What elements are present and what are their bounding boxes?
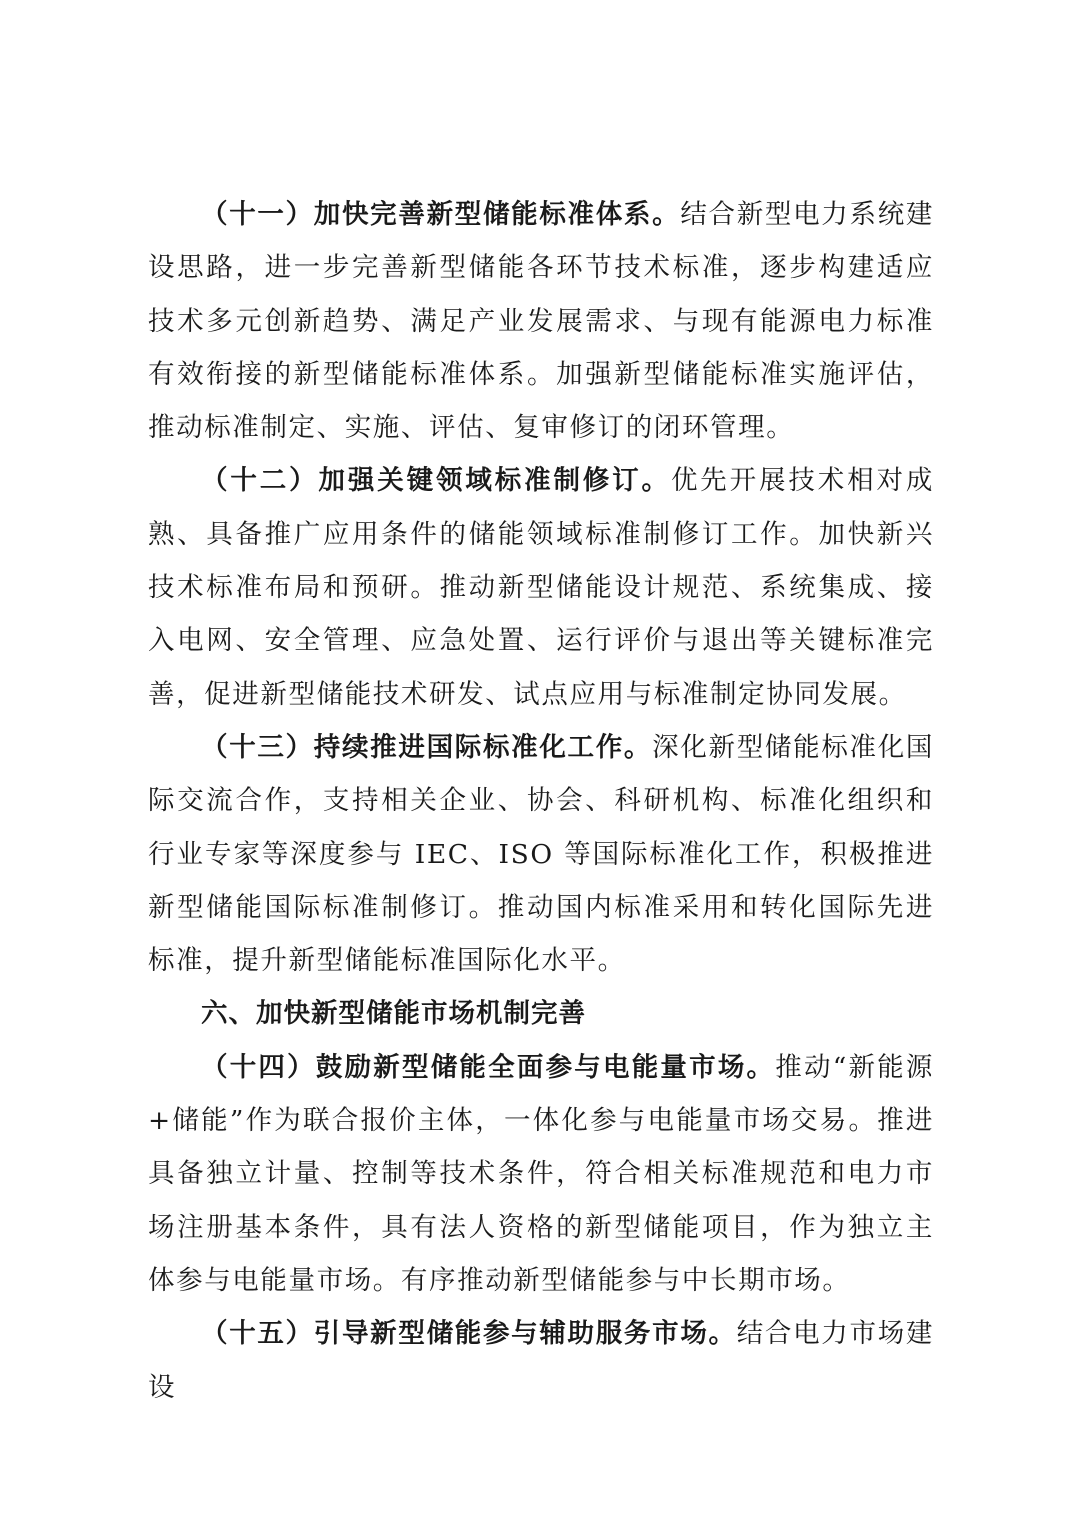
paragraph-body: 深化新型储能标准化国际交流合作，支持相关企业、协会、科研机构、标准化组织和行业专家等深度参与 IEC、ISO 等国际标准化工作，积极推进新型储能国际标准制修订。推动国内标准采用和转化国际先进标准，提升新型储能标准国际化水平。 xyxy=(148,731,935,977)
paragraph-13 xyxy=(148,721,934,987)
paragraph-body: 推动“新能源+储能”作为联合报价主体，一体化参与电能量市场交易。推进具备独立计量、控制等技术条件，符合相关标准规范和电力市场注册基本条件，具有法人资格的新型储能项目，作为独立主体参与电能量市场。有序推动新型储能参与中长期市场。 xyxy=(148,1051,934,1296)
paragraph-15 xyxy=(148,1307,934,1414)
paragraph-lead: （十二）加强关键领域标准制修订。 xyxy=(201,465,671,497)
paragraph-12 xyxy=(148,454,934,720)
paragraph-lead: （十一）加快完善新型储能标准体系。 xyxy=(201,199,681,230)
document-page xyxy=(148,188,934,1414)
paragraph-body: 结合新型电力系统建设思路，进一步完善新型储能各环节技术标准，逐步构建适应技术多元创新趋势、满足产业发展需求、与现有能源电力标准有效衔接的新型储能标准体系。加强新型储能标准实施评估，推动标准制定、实施、评估、复审修订的闭环管理。 xyxy=(148,199,934,444)
paragraph-body: 优先开展技术相对成熟、具备推广应用条件的储能领域标准制修订工作。加快新兴技术标准布局和预研。推动新型储能设计规范、系统集成、接入电网、安全管理、应急处置、运行评价与退出等关键标准完善，促进新型储能技术研发、试点应用与标准制定协同发展。 xyxy=(148,465,934,710)
paragraph-lead: （十三）持续推进国际标准化工作。 xyxy=(201,731,653,763)
paragraph-11 xyxy=(148,188,934,454)
paragraph-lead: （十四）鼓励新型储能全面参与电能量市场。 xyxy=(201,1051,776,1083)
paragraph-lead: （十五）引导新型储能参与辅助服务市场。 xyxy=(201,1318,737,1350)
paragraph-body: 结合电力市场建设 xyxy=(148,1318,934,1403)
paragraph-14 xyxy=(148,1041,934,1307)
section-heading: 六、加快新型储能市场机制完善 xyxy=(201,998,586,1030)
